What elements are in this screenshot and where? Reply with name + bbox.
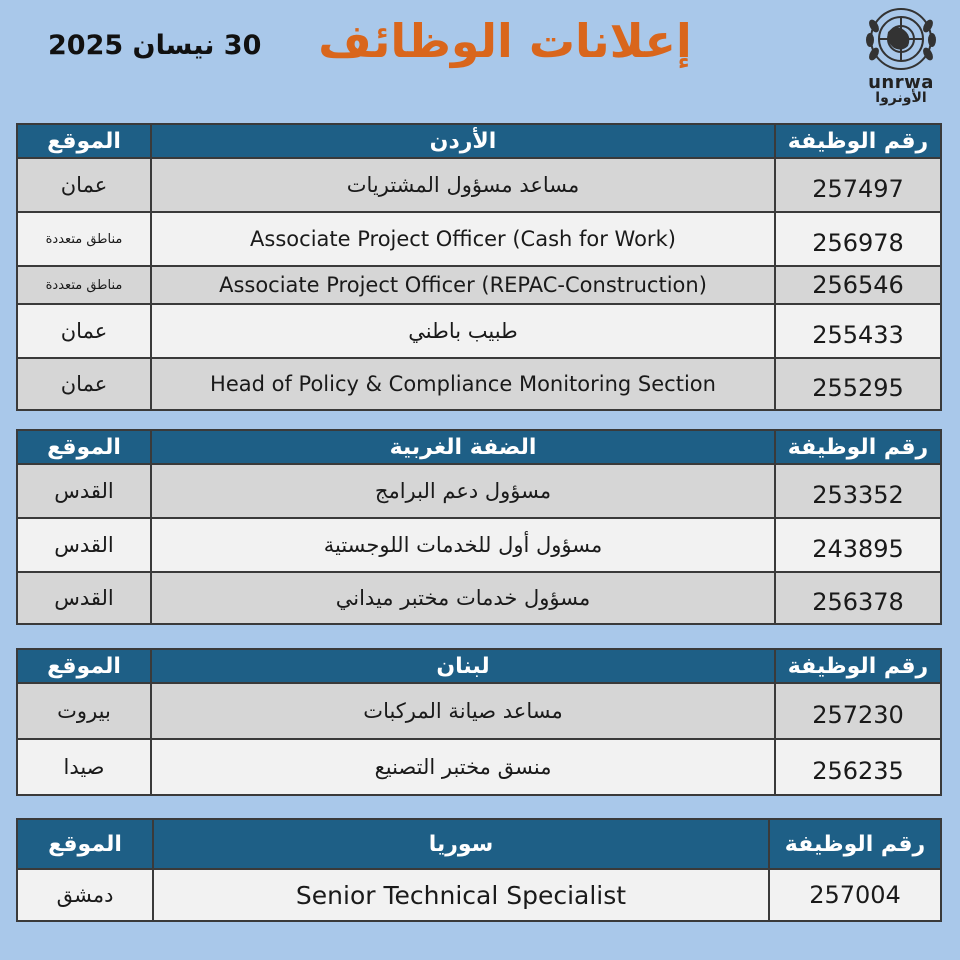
job-title: Associate Project Officer (REPAC-Construction) [150, 267, 774, 303]
table-header [18, 820, 940, 868]
job-location: عمان [60, 372, 108, 396]
unrwa-logo [858, 6, 944, 106]
column-header-number: رقم الوظيفة [774, 431, 940, 463]
table-row [18, 738, 940, 794]
table-row [18, 157, 940, 211]
job-number: 256546 [774, 267, 940, 303]
section-table-jordan [16, 123, 942, 411]
job-title: مساعد صيانة المركبات [150, 684, 774, 738]
job-number: 243895 [774, 519, 940, 571]
job-number: 257230 [774, 684, 940, 738]
date-label: 30 نيسان 2025 [48, 30, 262, 61]
table-header [18, 650, 940, 682]
job-title: مسؤول خدمات مختبر ميداني [150, 573, 774, 623]
job-title: Head of Policy & Compliance Monitoring Section [150, 359, 774, 409]
job-title: منسق مختبر التصنيع [150, 740, 774, 794]
job-number: 256235 [774, 740, 940, 794]
section-name: الأردن [150, 125, 774, 157]
job-location: القدس [54, 533, 114, 557]
table-row [18, 357, 940, 409]
table-row [18, 868, 940, 920]
job-location: دمشق [56, 883, 114, 907]
job-number: 256378 [774, 573, 940, 623]
job-number: 257497 [774, 159, 940, 211]
job-location: مناطق متعددة [45, 231, 123, 247]
job-location: القدس [54, 479, 114, 503]
job-location: القدس [54, 586, 114, 610]
page-title: إعلانات الوظائف [318, 14, 692, 68]
table-header [18, 125, 940, 157]
job-title: Senior Technical Specialist [152, 870, 768, 920]
table-row [18, 571, 940, 623]
job-location: مناطق متعددة [45, 277, 123, 293]
job-location: بيروت [57, 699, 111, 723]
job-title: طبيب باطني [150, 305, 774, 357]
table-row [18, 517, 940, 571]
table-row [18, 682, 940, 738]
column-header-number: رقم الوظيفة [774, 125, 940, 157]
job-number: 257004 [768, 870, 940, 920]
job-title: مساعد مسؤول المشتريات [150, 159, 774, 211]
section-table-syria [16, 818, 942, 922]
section-name: سوريا [152, 820, 768, 868]
section-table-west-bank [16, 429, 942, 625]
table-header [18, 431, 940, 463]
job-location: عمان [60, 319, 108, 343]
table-row [18, 211, 940, 265]
section-name: لبنان [150, 650, 774, 682]
job-location: عمان [60, 173, 108, 197]
section-name: الضفة الغربية [150, 431, 774, 463]
table-row [18, 463, 940, 517]
column-header-number: رقم الوظيفة [768, 820, 940, 868]
job-title: Associate Project Officer (Cash for Work) [150, 213, 774, 265]
column-header-number: رقم الوظيفة [774, 650, 940, 682]
column-header-location: الموقع [47, 653, 121, 679]
job-location: صيدا [63, 755, 105, 779]
table-row [18, 303, 940, 357]
column-header-location: الموقع [47, 128, 121, 154]
column-header-location: الموقع [48, 831, 122, 857]
column-header-location: الموقع [47, 434, 121, 460]
section-table-lebanon [16, 648, 942, 796]
table-row [18, 265, 940, 303]
job-title: مسؤول دعم البرامج [150, 465, 774, 517]
job-number: 255295 [774, 359, 940, 409]
job-number: 255433 [774, 305, 940, 357]
logo-text-en: unrwa [868, 72, 934, 93]
job-number: 253352 [774, 465, 940, 517]
job-title: مسؤول أول للخدمات اللوجستية [150, 519, 774, 571]
job-number: 256978 [774, 213, 940, 265]
un-emblem-icon [858, 6, 944, 72]
logo-text-ar: الأونروا [875, 90, 927, 106]
